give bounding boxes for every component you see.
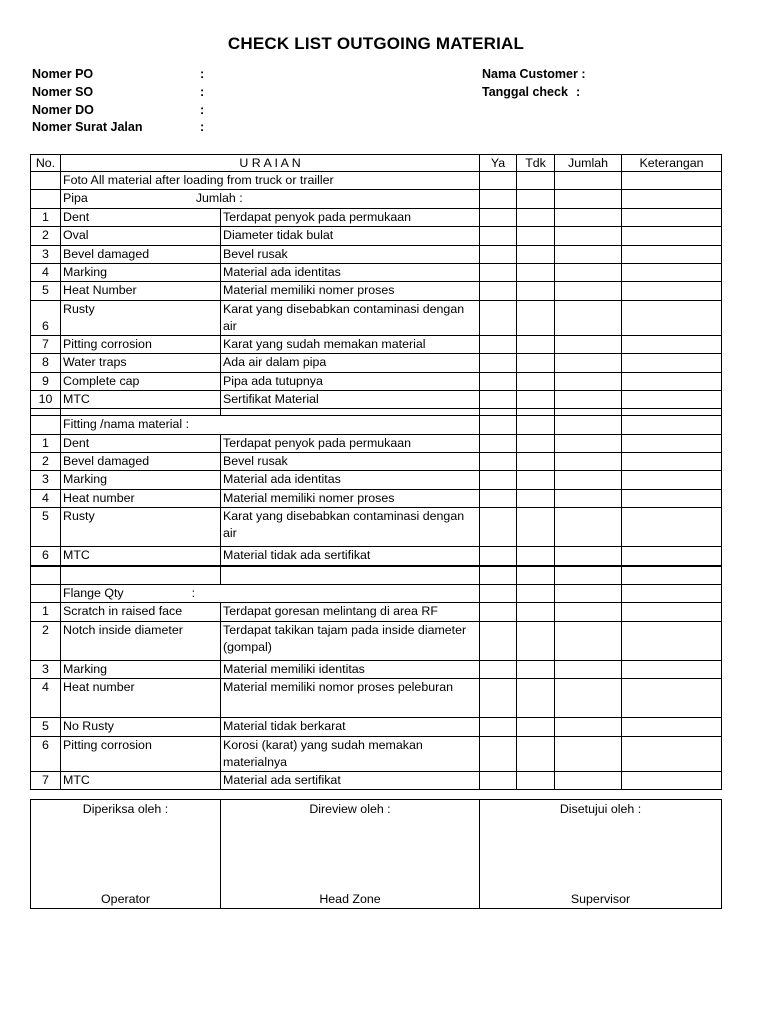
table-row: 10 MTC Sertifikat Material	[31, 390, 722, 408]
table-row: 2 Oval Diameter tidak bulat	[31, 227, 722, 245]
signature-label: Diperiksa oleh :	[82, 802, 169, 816]
signature-box-head-zone[interactable]	[221, 800, 480, 909]
table-row: 4 Heat number Material memiliki nomer proses	[31, 489, 722, 507]
header-nomer-po: Nomer PO :	[32, 67, 205, 81]
header-label: Nomer DO	[32, 103, 94, 117]
column-header: Keterangan	[622, 155, 722, 172]
signature-label: Disetujui oleh :	[559, 802, 642, 816]
signature-role: Supervisor	[570, 892, 631, 906]
section-label: Flange Qty	[63, 586, 124, 601]
table-row: 9 Complete cap Pipa ada tutupnya	[31, 372, 722, 390]
header-label: Nomer Surat Jalan	[32, 120, 143, 134]
header-nomer-so: Nomer SO :	[32, 85, 205, 99]
flange-colon: :	[191, 586, 196, 601]
header-nomer-surat-jalan: Nomer Surat Jalan :	[32, 120, 205, 134]
table-row: 3 Bevel damaged Bevel rusak	[31, 245, 722, 263]
table-row: 7 MTC Material ada sertifikat	[31, 771, 722, 789]
checklist-table	[30, 154, 722, 790]
table-row	[31, 172, 722, 190]
table-row: 3 Marking Material memiliki identitas	[31, 660, 722, 678]
jumlah-label: Jumlah :	[195, 191, 243, 206]
column-header: Tdk	[517, 155, 555, 172]
signature-table	[30, 799, 722, 909]
section-header-flange	[31, 585, 722, 603]
header-label: Nomer PO	[32, 67, 94, 81]
section-header-fitting	[31, 416, 722, 434]
table-row: 6 Pitting corrosion Korosi (karat) yang sudah memakan materialnya	[31, 736, 722, 771]
header-tanggal-check: Tanggal check :	[482, 85, 581, 99]
table-row: 5 No Rusty Material tidak berkarat	[31, 718, 722, 736]
table-row: 4 Marking Material ada identitas	[31, 263, 722, 281]
section-label: Pipa	[63, 191, 88, 206]
table-row: 3 Marking Material ada identitas	[31, 471, 722, 489]
table-row: 1 Dent Terdapat penyok pada permukaan	[31, 208, 722, 226]
table-row: 5 Heat Number Material memiliki nomer proses	[31, 282, 722, 300]
header-label: Nama Customer :	[482, 67, 586, 81]
table-row: 7 Pitting corrosion Karat yang sudah memakan material	[31, 335, 722, 353]
table-row: 6 Rusty Karat yang disebabkan contaminasi dengan air	[31, 300, 722, 335]
table-row: 1 Scratch in raised face Terdapat goresan melintang di area RF	[31, 603, 722, 621]
document-title: CHECK LIST OUTGOING MATERIAL	[227, 34, 525, 53]
table-row: 2 Bevel damaged Bevel rusak	[31, 453, 722, 471]
foto-row-text: Foto All material after loading from truck or trailler	[61, 172, 480, 190]
section-label: Fitting /nama material :	[61, 416, 480, 434]
table-header-row	[31, 155, 722, 172]
signature-role: Head Zone	[319, 892, 381, 906]
signature-role: Operator	[101, 892, 150, 906]
table-row: 8 Water traps Ada air dalam pipa	[31, 354, 722, 372]
table-row: 1 Dent Terdapat penyok pada permukaan	[31, 434, 722, 452]
column-header: U R A I A N	[61, 155, 480, 172]
table-row: 5 Rusty Karat yang disebabkan contaminasi dengan air	[31, 508, 722, 547]
column-header: No.	[31, 155, 61, 172]
section-header-pipa	[31, 190, 722, 208]
spacer-row	[31, 566, 722, 585]
column-header: Jumlah	[555, 155, 622, 172]
header-label: Nomer SO	[32, 85, 94, 99]
spacer-row	[31, 409, 722, 416]
signature-box-operator[interactable]	[31, 800, 221, 909]
table-row: 2 Notch inside diameter Terdapat takikan tajam pada inside diameter (gompal)	[31, 621, 722, 660]
column-header: Ya	[480, 155, 517, 172]
signature-label: Direview oleh :	[309, 802, 391, 816]
header-nama-customer	[482, 67, 586, 81]
header-label: Tanggal check	[482, 85, 568, 99]
signature-box-supervisor[interactable]	[480, 800, 722, 909]
table-row: 4 Heat number Material memiliki nomor proses peleburan	[31, 679, 722, 718]
table-row: 6 MTC Material tidak ada sertifikat	[31, 547, 722, 566]
header-nomer-do: Nomer DO :	[32, 103, 205, 117]
